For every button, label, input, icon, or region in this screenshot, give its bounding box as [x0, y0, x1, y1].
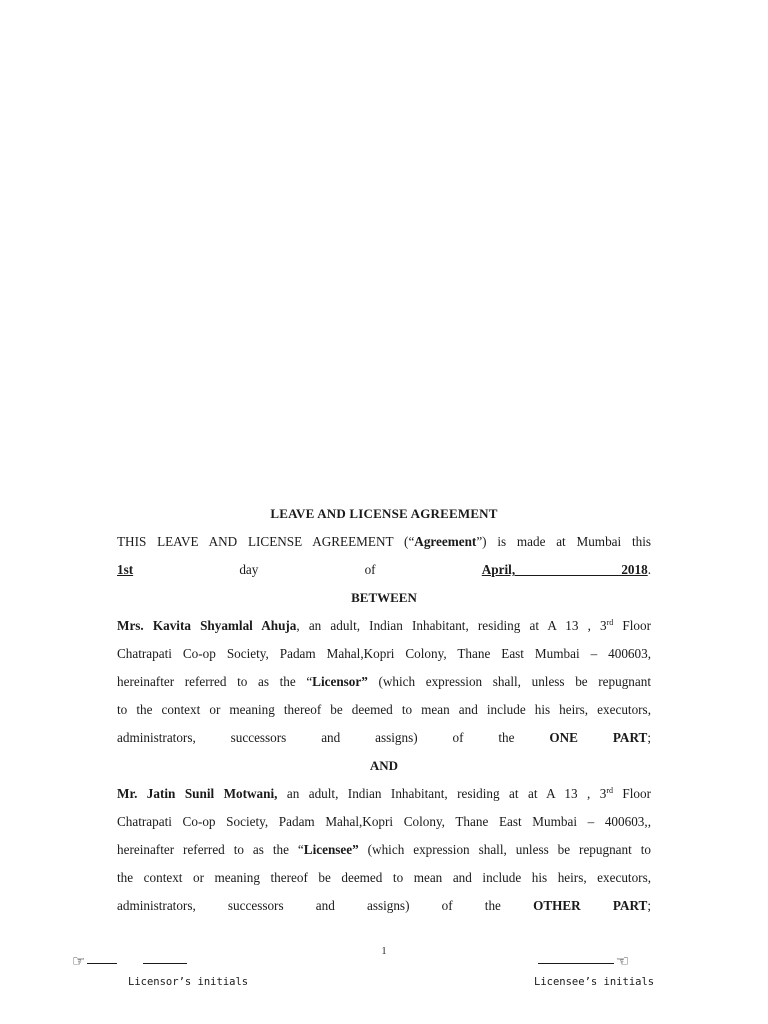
licensee-line-5: administrators, successors and assigns) of the OTHER PART;: [117, 898, 651, 913]
licensor-line-5: administrators, successors and assigns) of the ONE PART;: [117, 730, 651, 745]
document-title: LEAVE AND LICENSE AGREEMENT: [270, 506, 498, 521]
licensor-line-3: hereinafter referred to as the “Licensor” (which expression shall, unless be repugnant: [117, 674, 651, 689]
licensee-initial-blank[interactable]: [538, 951, 614, 964]
licensee-initials-area: [538, 951, 629, 969]
licensor-paragraph: [117, 612, 651, 752]
other-part: OTHER PART: [533, 898, 648, 913]
licensee-line-2: Chatrapati Co-op Society, Padam Mahal,Kopri Colony, Thane East Mumbai – 400603,,: [117, 814, 651, 829]
one-part: ONE PART: [549, 730, 648, 745]
intro-line-1: THIS LEAVE AND LICENSE AGREEMENT (“Agreement”) is made at Mumbai this: [117, 534, 651, 549]
licensee-line-1: Mr. Jatin Sunil Motwani, an adult, Indian Inhabitant, residing at at A 13 , 3rd Floor: [117, 786, 652, 801]
agreement-date: April, 2018: [481, 562, 648, 577]
licensee-paragraph: [117, 780, 651, 920]
licensor-initials-area: [72, 951, 187, 969]
licensee-role: Licensee”: [303, 842, 359, 857]
agreement-term: Agreement: [414, 534, 477, 549]
licensor-role: Licensor”: [312, 674, 368, 689]
licensee-line-3: hereinafter referred to as the “Licensee” (which expression shall, unless be repugnant to: [117, 842, 651, 857]
licensor-initial-blank-1[interactable]: [87, 951, 117, 964]
intro-line-2: 1st day of April, 2018.: [117, 562, 651, 577]
licensor-line-4: to the context or meaning thereof be deemed to mean and include his heirs, executors,: [117, 702, 651, 717]
licensor-line-2: Chatrapati Co-op Society, Padam Mahal,Kopri Colony, Thane East Mumbai – 400603,: [117, 646, 651, 661]
page-number: 1: [381, 946, 387, 957]
licensor-line-1: Mrs. Kavita Shyamlal Ahuja, an adult, Indian Inhabitant, residing at A 13 , 3rd Floor: [117, 618, 651, 633]
and-heading: AND: [369, 758, 399, 773]
licensee-line-4: the context or meaning thereof be deemed to mean and include his heirs, executors,: [117, 870, 651, 885]
intro-paragraph: [117, 528, 651, 584]
licensor-initials-label: Licensor’s initials: [128, 976, 249, 988]
licensee-initials-label: Licensee’s initials: [534, 976, 655, 988]
agreement-day: 1st: [117, 562, 134, 577]
between-heading: BETWEEN: [351, 590, 417, 605]
licensor-initial-blank-2[interactable]: [143, 951, 187, 964]
licensor-name: Mrs. Kavita Shyamlal Ahuja: [117, 618, 297, 633]
licensee-name: Mr. Jatin Sunil Motwani,: [117, 786, 278, 801]
pointing-hand-right-icon: ☞: [72, 952, 86, 970]
pointing-hand-left-icon: ☜: [616, 952, 630, 970]
